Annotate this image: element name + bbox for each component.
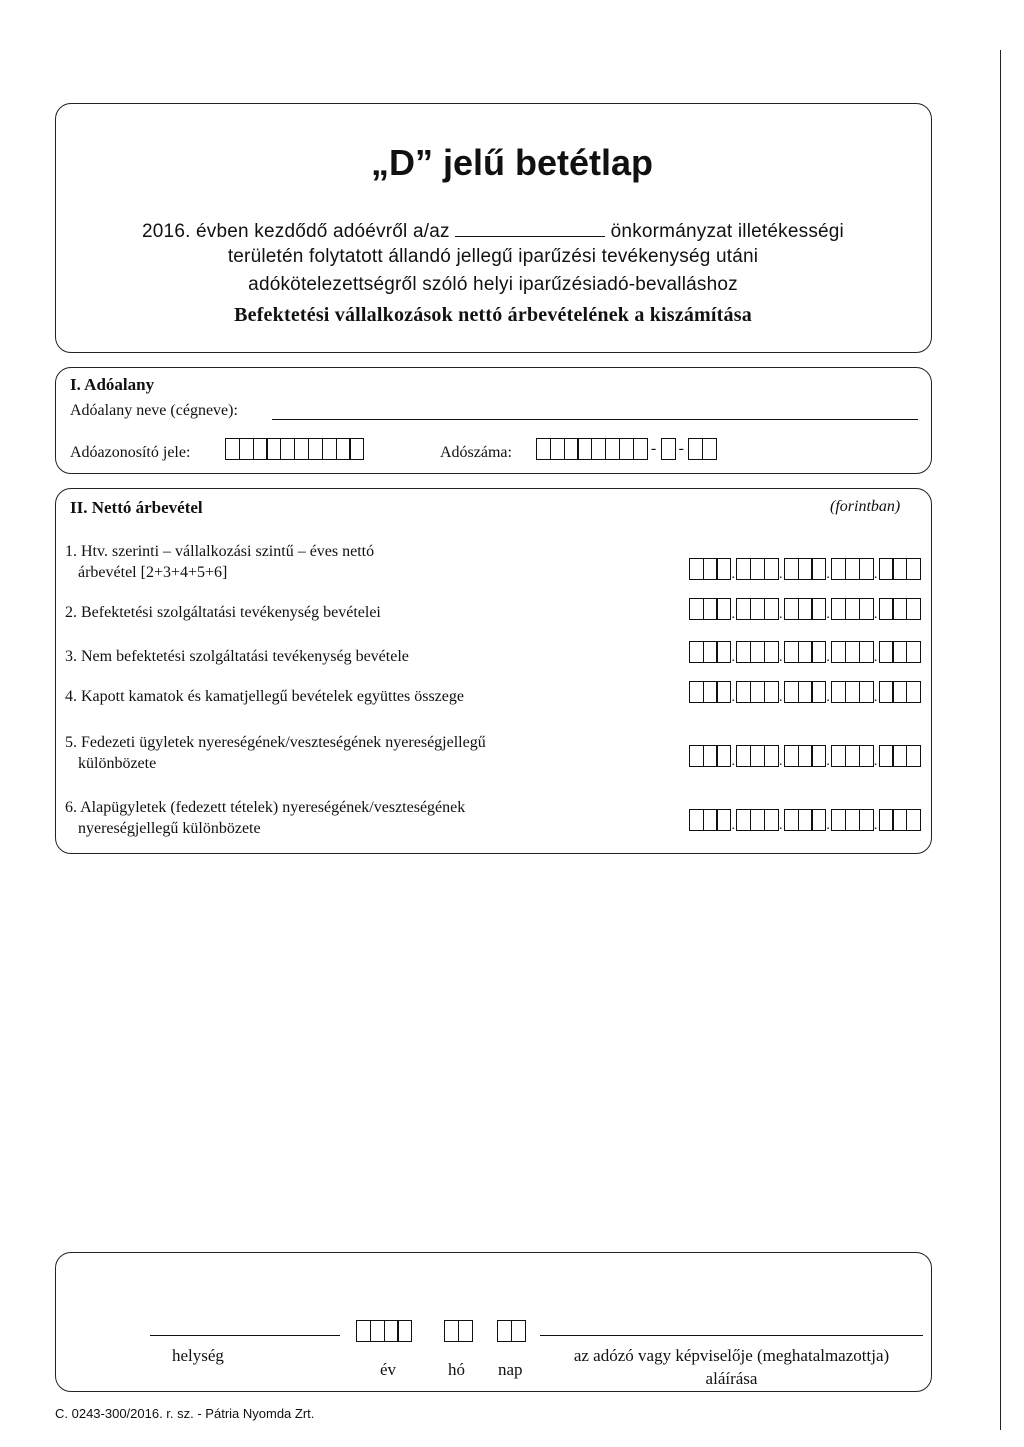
amount-digit-cell[interactable]: [736, 745, 751, 767]
amount-digit-cell[interactable]: [716, 745, 731, 767]
thousands-separator: .: [826, 818, 830, 833]
amount-digit-cell[interactable]: [703, 598, 718, 620]
amount-digit-cell[interactable]: [859, 745, 874, 767]
amount-digit-cell[interactable]: [845, 641, 860, 663]
section-2-heading: II. Nettó árbevétel: [70, 498, 203, 517]
thousands-separator: .: [873, 818, 878, 833]
amount-digit-cell[interactable]: [811, 598, 826, 620]
row-1-label: 1. Htv. szerinti – vállalkozási szintű – éves nettó árbevétel [2+3+4+5+6]: [65, 543, 375, 581]
amount-digit-cell[interactable]: [703, 745, 718, 767]
amount-digit-cell[interactable]: [798, 681, 813, 703]
amount-digit-cell[interactable]: [859, 558, 874, 580]
amount-digit-cell[interactable]: [831, 809, 846, 831]
amount-digit-cell[interactable]: [798, 745, 813, 767]
amount-digit-cell[interactable]: [703, 641, 718, 663]
amount-digit-cell[interactable]: [764, 745, 779, 767]
amount-digit-cell[interactable]: [689, 809, 704, 831]
place-line[interactable]: [150, 1335, 340, 1336]
amount-digit-cell[interactable]: [716, 641, 731, 663]
thousands-separator: .: [778, 754, 783, 769]
amount-digit-cell[interactable]: [831, 641, 846, 663]
month-label: hó: [448, 1360, 465, 1379]
amount-digit-cell[interactable]: [764, 681, 779, 703]
row-4-label: 4. Kapott kamatok és kamatjellegű bevételek együttes összege: [65, 688, 464, 705]
amount-digit-cell[interactable]: [784, 641, 799, 663]
amount-digit-cell[interactable]: [764, 558, 779, 580]
form-title: „D” jelű betétlap: [370, 142, 654, 183]
taxpayer-name-field[interactable]: [272, 419, 918, 420]
amount-digit-cell[interactable]: [831, 681, 846, 703]
thousands-separator: .: [873, 607, 878, 622]
amount-digit-cell[interactable]: [750, 745, 765, 767]
amount-digit-cell[interactable]: [906, 681, 921, 703]
amount-digit-cell[interactable]: [906, 558, 921, 580]
amount-digit-cell[interactable]: [831, 558, 846, 580]
amount-digit-cell[interactable]: [736, 681, 751, 703]
amount-digit-cell[interactable]: [859, 809, 874, 831]
signature-label-1: az adózó vagy képviselője (meghatalmazottja): [573, 1346, 890, 1365]
row-3-label: 3. Nem befektetési szolgáltatási tevékenység bevétele: [65, 648, 409, 665]
amount-digit-cell[interactable]: [750, 809, 765, 831]
year-cells[interactable]: [356, 1320, 411, 1342]
header-line-1-suffix: önkormányzat illetékességi: [610, 221, 844, 242]
thousands-separator: .: [731, 567, 735, 582]
amount-digit-cell[interactable]: [798, 809, 813, 831]
row-6-amount[interactable]: [689, 809, 920, 831]
thousands-separator: .: [731, 690, 735, 705]
amount-digit-cell[interactable]: [736, 641, 751, 663]
amount-digit-cell[interactable]: [716, 681, 731, 703]
amount-digit-cell[interactable]: [906, 745, 921, 767]
thousands-separator: .: [826, 650, 830, 665]
amount-digit-cell[interactable]: [845, 598, 860, 620]
municipality-field[interactable]: [455, 218, 605, 237]
amount-digit-cell[interactable]: [689, 641, 704, 663]
amount-digit-cell[interactable]: [845, 745, 860, 767]
row-1-amount[interactable]: [689, 558, 920, 580]
amount-digit-cell[interactable]: [750, 681, 765, 703]
amount-digit-cell[interactable]: [859, 681, 874, 703]
row-3-amount[interactable]: [689, 641, 920, 663]
amount-digit-cell[interactable]: [703, 809, 718, 831]
amount-digit-cell[interactable]: [736, 809, 751, 831]
amount-digit-cell[interactable]: [811, 681, 826, 703]
amount-digit-cell[interactable]: [845, 681, 860, 703]
amount-digit-cell[interactable]: [750, 641, 765, 663]
amount-digit-cell[interactable]: [879, 745, 894, 767]
amount-digit-cell[interactable]: [784, 558, 799, 580]
amount-digit-cell[interactable]: [689, 681, 704, 703]
amount-digit-cell[interactable]: [798, 598, 813, 620]
thousands-separator: .: [778, 607, 783, 622]
amount-digit-cell[interactable]: [906, 809, 921, 831]
amount-digit-cell[interactable]: [906, 598, 921, 620]
amount-digit-cell[interactable]: [845, 558, 860, 580]
amount-digit-cell[interactable]: [859, 598, 874, 620]
tax-number-dash-2: -: [678, 440, 684, 457]
row-6-label: 6. Alapügyletek (fedezett tételek) nyereségének/veszteségének nyereségjellegű különbözete: [65, 799, 466, 837]
amount-digit-cell[interactable]: [689, 598, 704, 620]
amount-digit-cell[interactable]: [784, 598, 799, 620]
amount-digit-cell[interactable]: [703, 681, 718, 703]
thousands-separator: .: [731, 650, 735, 665]
amount-digit-cell[interactable]: [750, 558, 765, 580]
form-code: C. 0243-300/2016. r. sz. - Pátria Nyomda Zrt.: [55, 1406, 315, 1421]
amount-digit-cell[interactable]: [716, 558, 731, 580]
row-5-amount[interactable]: [689, 745, 920, 767]
thousands-separator: .: [778, 818, 783, 833]
unit-label: (forintban): [830, 498, 901, 515]
row-4-amount[interactable]: [689, 681, 920, 703]
amount-digit-cell[interactable]: [716, 809, 731, 831]
tax-number-label: Adószáma:: [440, 444, 512, 461]
thousands-separator: .: [826, 607, 830, 622]
day-cells[interactable]: [497, 1320, 525, 1342]
row-2-amount[interactable]: [689, 598, 920, 620]
amount-digit-cell[interactable]: [892, 558, 907, 580]
thousands-separator: .: [731, 754, 735, 769]
row-5-label: 5. Fedezeti ügyletek nyereségének/veszteségének nyereségjellegű különbözete: [65, 734, 486, 772]
amount-digit-cell[interactable]: [764, 598, 779, 620]
amount-digit-cell[interactable]: [798, 558, 813, 580]
amount-digit-cell[interactable]: [906, 641, 921, 663]
amount-digit-cell[interactable]: [892, 598, 907, 620]
amount-digit-cell[interactable]: [859, 641, 874, 663]
thousands-separator: .: [731, 607, 735, 622]
header-line-4: Befektetési vállalkozások nettó árbevételének a kiszámítása: [234, 304, 752, 326]
thousands-separator: .: [731, 818, 735, 833]
amount-digit-cell[interactable]: [736, 558, 751, 580]
amount-digit-cell[interactable]: [736, 598, 751, 620]
thousands-separator: .: [873, 690, 878, 705]
thousands-separator: .: [778, 690, 783, 705]
amount-digit-cell[interactable]: [716, 598, 731, 620]
thousands-separator: .: [873, 567, 878, 582]
amount-digit-cell[interactable]: [831, 745, 846, 767]
thousands-separator: .: [873, 754, 878, 769]
amount-digit-cell[interactable]: [879, 809, 894, 831]
thousands-separator: .: [778, 650, 783, 665]
amount-digit-cell[interactable]: [764, 809, 779, 831]
amount-digit-cell[interactable]: [750, 598, 765, 620]
thousands-separator: .: [826, 690, 830, 705]
place-label: helység: [172, 1346, 224, 1365]
amount-digit-cell[interactable]: [703, 558, 718, 580]
header-line-1-prefix: 2016. évben kezdődő adóévről a/az: [142, 221, 450, 242]
tax-id-cells[interactable]: [225, 438, 363, 460]
amount-digit-cell[interactable]: [811, 745, 826, 767]
thousands-separator: .: [873, 650, 878, 665]
tax-number-cells[interactable]: [536, 438, 716, 460]
amount-digit-cell[interactable]: [811, 809, 826, 831]
amount-digit-cell[interactable]: [879, 598, 894, 620]
amount-digit-cell[interactable]: [798, 641, 813, 663]
signature-label-2: aláírása: [705, 1369, 758, 1388]
amount-digit-cell[interactable]: [892, 641, 907, 663]
month-cells[interactable]: [444, 1320, 472, 1342]
header-line-2: területén folytatott állandó jellegű iparűzési tevékenység utáni: [227, 246, 759, 267]
tax-id-label: Adóazonosító jele:: [70, 444, 191, 461]
amount-digit-cell[interactable]: [831, 598, 846, 620]
amount-digit-cell[interactable]: [811, 641, 826, 663]
header-line-3: adókötelezettségről szóló helyi iparűzésiadó-bevalláshoz: [248, 274, 738, 295]
thousands-separator: .: [826, 567, 830, 582]
amount-digit-cell[interactable]: [811, 558, 826, 580]
thousands-separator: .: [826, 754, 830, 769]
taxpayer-name-label: Adóalany neve (cégneve):: [70, 402, 238, 419]
tax-number-dash-1: -: [650, 440, 657, 457]
amount-digit-cell[interactable]: [764, 641, 779, 663]
right-border-line: [1000, 50, 1001, 1430]
section-1-heading: I. Adóalany: [70, 375, 155, 394]
amount-digit-cell[interactable]: [879, 681, 894, 703]
header-line-1: [58, 218, 928, 243]
amount-digit-cell[interactable]: [879, 641, 894, 663]
amount-digit-cell[interactable]: [784, 745, 799, 767]
amount-digit-cell[interactable]: [892, 809, 907, 831]
signature-line[interactable]: [540, 1335, 923, 1336]
thousands-separator: .: [778, 567, 783, 582]
amount-digit-cell[interactable]: [784, 809, 799, 831]
amount-digit-cell[interactable]: [689, 558, 704, 580]
amount-digit-cell[interactable]: [784, 681, 799, 703]
amount-digit-cell[interactable]: [892, 745, 907, 767]
amount-digit-cell[interactable]: [845, 809, 860, 831]
day-label: nap: [498, 1360, 523, 1379]
year-label: év: [380, 1360, 397, 1379]
amount-digit-cell[interactable]: [892, 681, 907, 703]
amount-digit-cell[interactable]: [879, 558, 894, 580]
row-2-label: 2. Befektetési szolgáltatási tevékenység bevételei: [65, 604, 381, 621]
amount-digit-cell[interactable]: [689, 745, 704, 767]
